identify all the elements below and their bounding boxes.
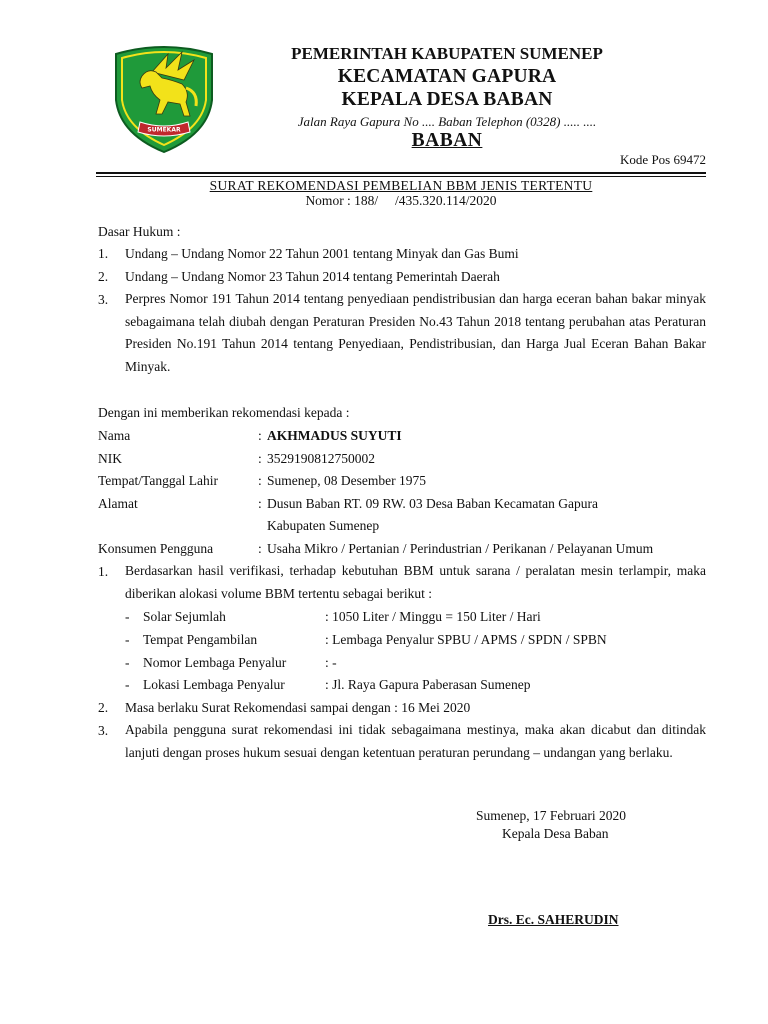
sub-value-pickup: : Lembaga Penyalur SPBU / APMS / SPDN / SPBN: [325, 632, 607, 647]
legal-basis-heading: Dasar Hukum :: [98, 224, 181, 239]
legal-item-text: Undang – Undang Nomor 23 Tahun 2014 tentang Pemerintah Daerah: [125, 269, 500, 284]
sumenep-regency-logo: [112, 42, 216, 154]
field-label-name: Nama: [98, 428, 131, 443]
term-number: 1.: [98, 564, 109, 579]
field-label-birth: Tempat/Tanggal Lahir: [98, 473, 218, 488]
sub-value-distributor-number: : -: [325, 655, 337, 670]
field-value-consumer: Usaha Mikro / Pertanian / Perindustrian / Perikanan / Pelayanan Umum: [267, 541, 654, 556]
header-divider-thick: [96, 172, 706, 174]
sub-dash: -: [125, 655, 130, 670]
recommendation-intro: Dengan ini memberikan rekomendasi kepada :: [98, 405, 350, 420]
field-colon: :: [258, 428, 262, 443]
field-value-nik: 3529190812750002: [267, 451, 375, 466]
sub-value-distributor-location: : Jl. Raya Gapura Paberasan Sumenep: [325, 677, 531, 692]
sub-dash: -: [125, 609, 130, 624]
sub-dash: -: [125, 677, 130, 692]
header-village-head: KEPALA DESA BABAN: [341, 89, 553, 110]
sub-label-pickup: Tempat Pengambilan: [143, 632, 258, 647]
signature-place-date: Sumenep, 17 Februari 2020: [476, 808, 626, 823]
field-label-address: Alamat: [98, 496, 138, 511]
signature-position: Kepala Desa Baban: [502, 826, 609, 841]
term-number: 3.: [98, 723, 109, 738]
term-text: Masa berlaku Surat Rekomendasi sampai dengan : 16 Mei 2020: [125, 700, 471, 715]
field-colon: :: [258, 541, 262, 556]
field-label-nik: NIK: [98, 451, 122, 466]
sub-dash: -: [125, 632, 130, 647]
field-value-name: AKHMADUS SUYUTI: [267, 428, 402, 443]
sub-label-distributor-location: Lokasi Lembaga Penyalur: [143, 677, 285, 692]
legal-item-text: Undang – Undang Nomor 22 Tahun 2001 tentang Minyak dan Gas Bumi: [125, 246, 519, 261]
sub-label-distributor-number: Nomor Lembaga Penyalur: [143, 655, 287, 670]
header-address: Jalan Raya Gapura No .... Baban Telephon (0328) ..... ....: [297, 114, 597, 129]
signatory-name: Drs. Ec. SAHERUDIN: [488, 912, 619, 927]
legal-item-number: 1.: [98, 246, 109, 261]
postal-code: Kode Pos 69472: [620, 152, 706, 167]
legal-item-number: 2.: [98, 269, 109, 284]
header-village-name: BABAN: [411, 130, 483, 151]
legal-item-text: Perpres Nomor 191 Tahun 2014 tentang penyediaan pendistribusian dan harga eceran bahan bakar minyak sebagaimana telah diubah dengan Peraturan Presiden No.43 Tahun 2018 tentang perubahan atas Peraturan Presiden No.191 Tahun 2014 tentang Penyediaan, Pendistribusian, dan Harga Jual Eceran Bahan Bakar Minyak.: [125, 291, 706, 374]
field-value-address-line2: Kabupaten Sumenep: [267, 518, 380, 533]
field-colon: :: [258, 473, 262, 488]
field-value-address: Dusun Baban RT. 09 RW. 03 Desa Baban Kecamatan Gapura: [267, 496, 598, 511]
sub-label-solar: Solar Sejumlah: [143, 609, 226, 624]
term-text: Apabila pengguna surat rekomendasi ini tidak sebagaimana mestinya, maka akan dicabut dan ditindak lanjuti dengan proses hukum sesuai dengan ketentuan peraturan perundang – undangan yang berlaku.: [125, 722, 706, 760]
term-number: 2.: [98, 700, 109, 715]
field-colon: :: [258, 496, 262, 511]
sub-value-solar: : 1050 Liter / Minggu = 150 Liter / Hari: [325, 609, 541, 624]
field-colon: :: [258, 451, 262, 466]
field-value-birth: Sumenep, 08 Desember 1975: [267, 473, 426, 488]
field-label-consumer: Konsumen Pengguna: [98, 541, 214, 556]
letter-number: Nomor : 188/ /435.320.114/2020: [305, 193, 497, 208]
term-text: Berdasarkan hasil verifikasi, terhadap kebutuhan BBM untuk sarana / peralatan mesin terlampir, maka diberikan alokasi volume BBM tertentu sebagai berikut :: [125, 563, 706, 601]
header-government: PEMERINTAH KABUPATEN SUMENEP: [291, 44, 603, 63]
letter-title: SURAT REKOMENDASI PEMBELIAN BBM JENIS TERTENTU: [209, 178, 593, 193]
header-district: KECAMATAN GAPURA: [337, 66, 557, 87]
banner-text: SUMEKAR: [147, 126, 181, 134]
legal-item-number: 3.: [98, 292, 109, 307]
header-divider-thin: [96, 176, 706, 177]
